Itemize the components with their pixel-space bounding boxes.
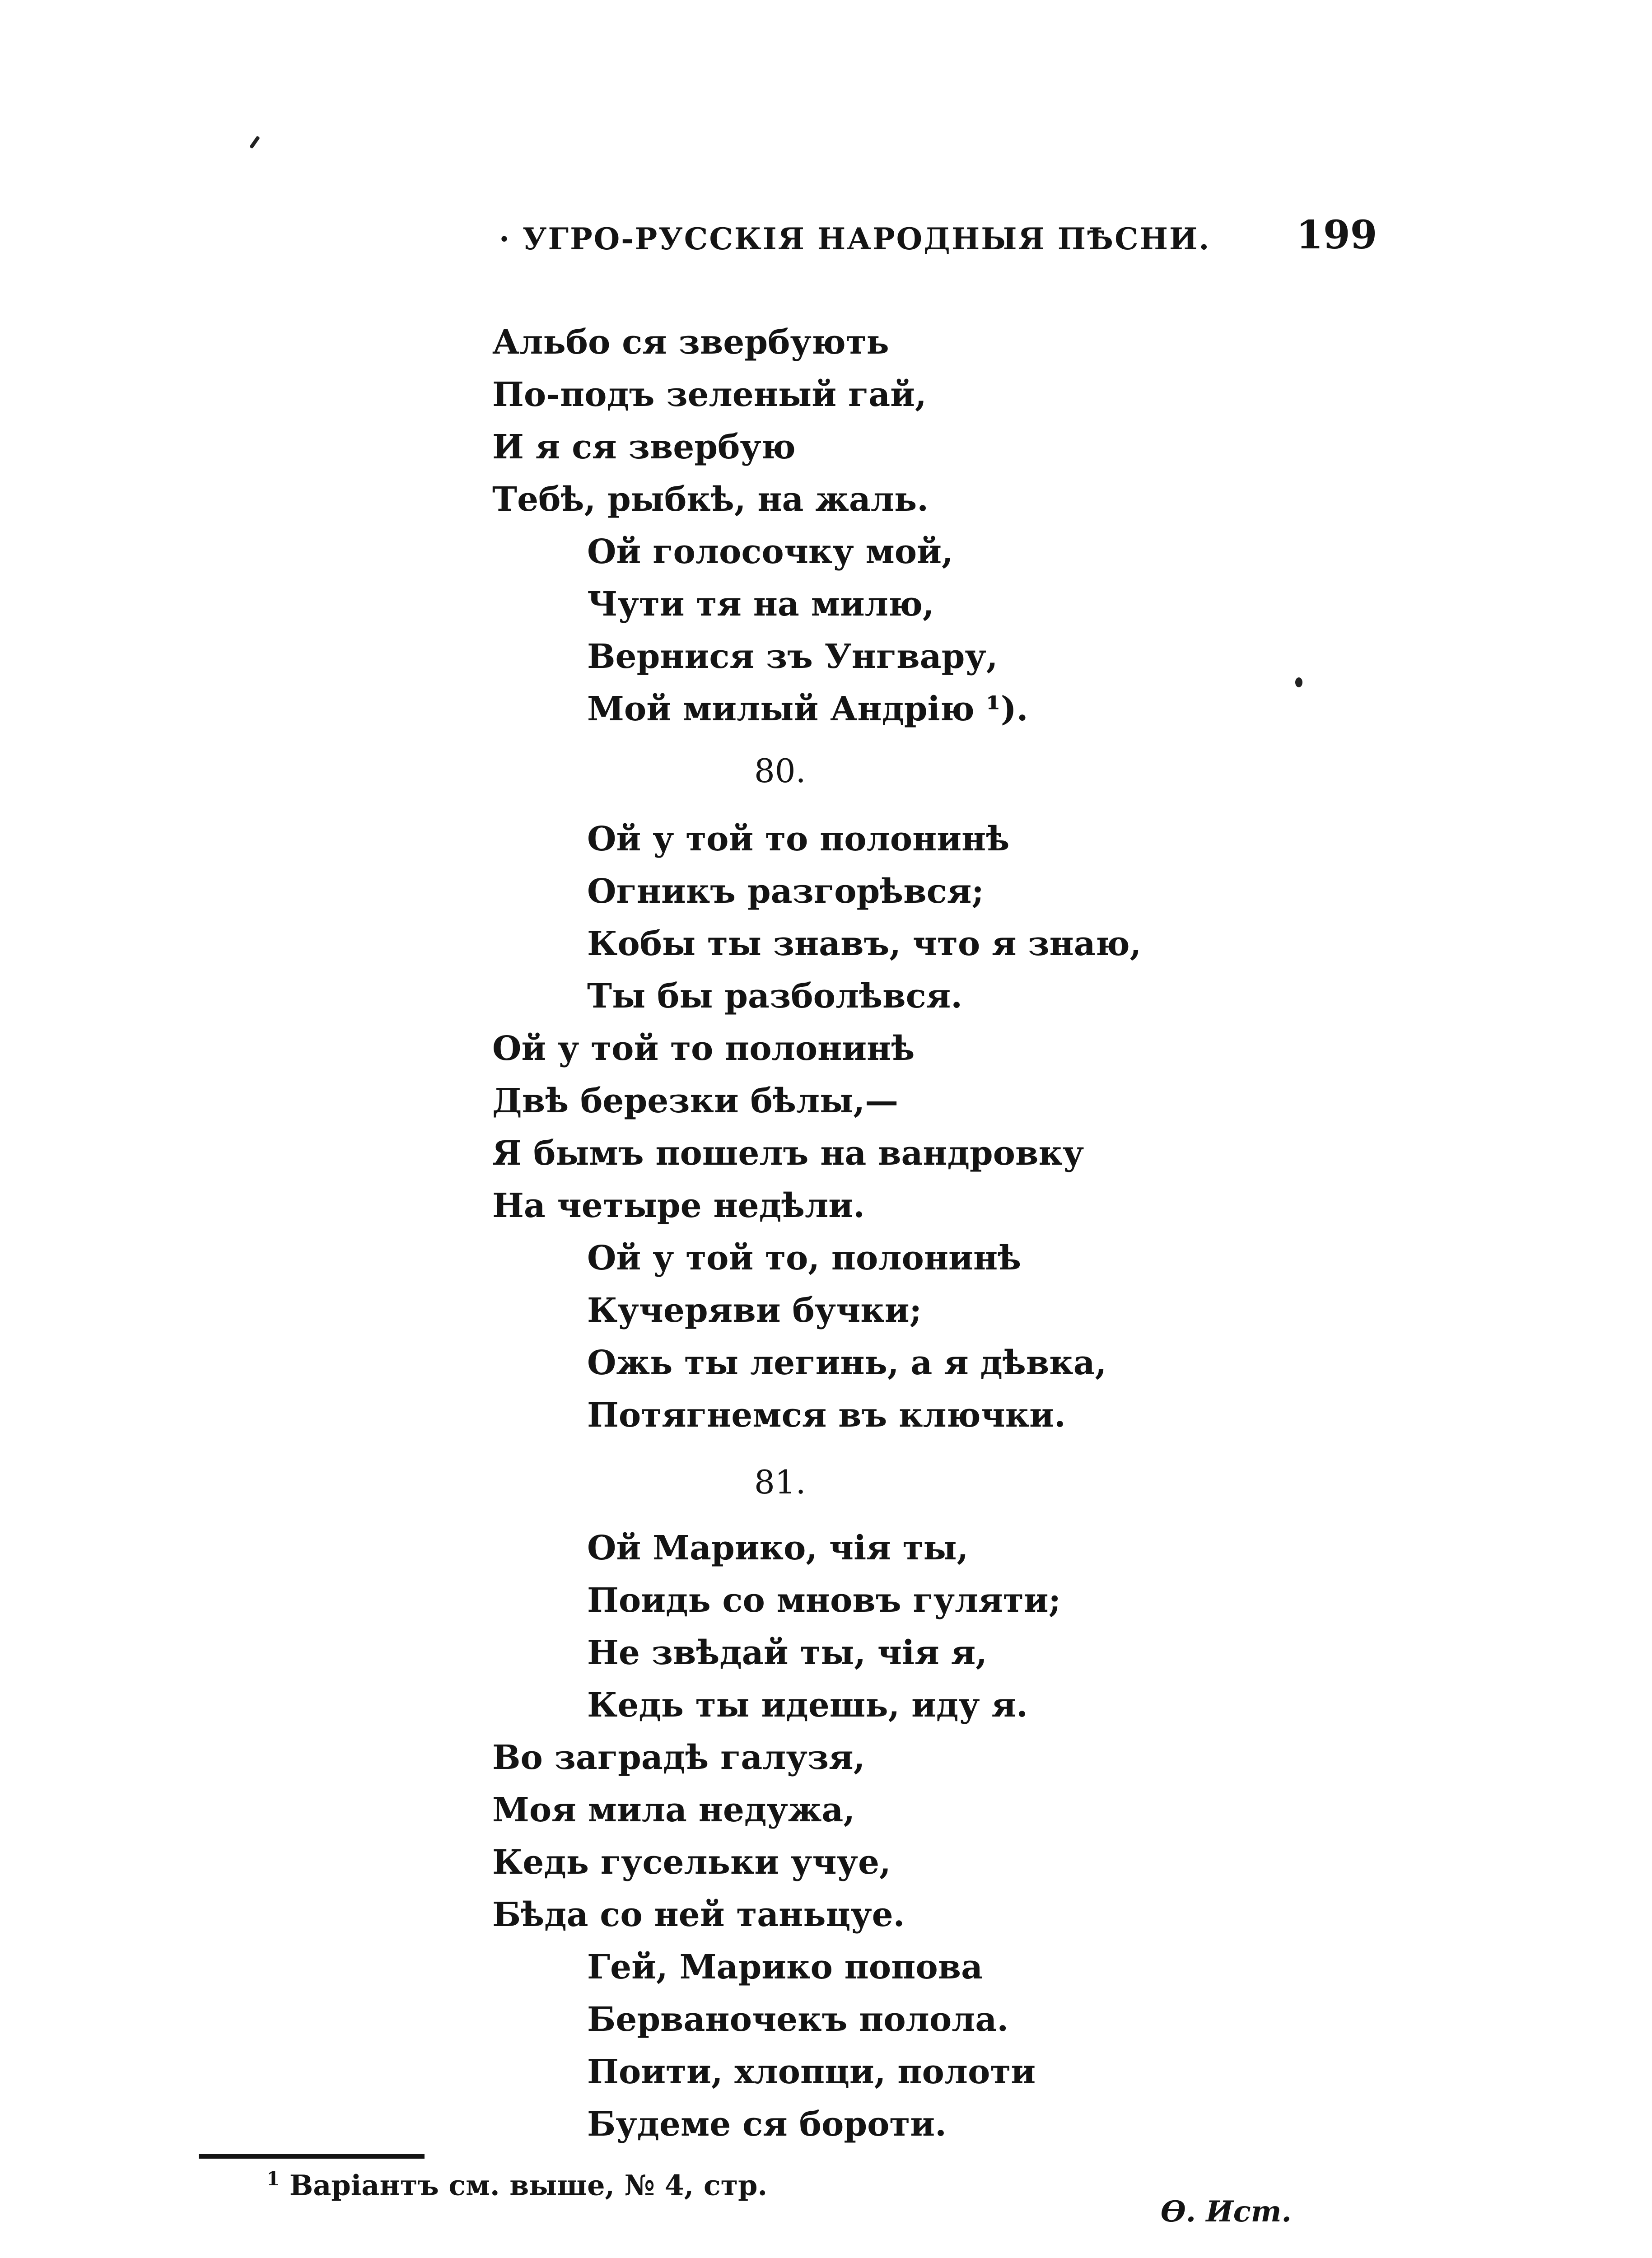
verse-line: Мой милый Андрію ¹). — [587, 690, 1028, 728]
verse-line: Потягнемся въ ключки. — [587, 1396, 1066, 1435]
footnote-marker: 1 — [266, 2168, 280, 2190]
verse-line: На четыре недѣли. — [492, 1186, 865, 1225]
verse-line: Гей, Марико попова — [587, 1948, 983, 1987]
verse-line: По-подъ зеленый гай, — [492, 375, 927, 414]
verse-line: Кучеряви бучки; — [587, 1291, 922, 1330]
song-81 — [492, 1522, 1061, 2151]
verse-line: Во заградѣ галузя, — [492, 1738, 865, 1777]
song-number-81: 81. — [754, 1463, 806, 1501]
song-80 — [492, 813, 1141, 1442]
verse-line: Кобы ты знавъ, что я знаю, — [587, 924, 1142, 963]
verse-line: Бѣда со ней таньцуе. — [492, 1895, 905, 1934]
verse-line: И я ся звербую — [492, 428, 796, 467]
verse-line: Ой у той то полонинѣ — [587, 820, 1010, 858]
song-number-80: 80. — [754, 752, 806, 790]
footnote-rule — [199, 2154, 425, 2159]
signature: Ө. Ист. — [1161, 2195, 1292, 2229]
verse-line: Не звѣдай ты, чія я, — [587, 1633, 988, 1672]
verse-line: Кедь гусельки учуе, — [492, 1843, 891, 1882]
verse-line: Ой у той то, полонинѣ — [587, 1239, 1022, 1278]
verse-line: Моя мила недужа, — [492, 1791, 855, 1829]
verse-line: Будеме ся бороти. — [587, 2105, 947, 2144]
verse-line: Я бымъ пошелъ на вандровку — [492, 1134, 1084, 1173]
ink-speck — [249, 135, 260, 149]
verse-line: Вернися зъ Унгвару, — [587, 637, 998, 676]
page-number: 199 — [1296, 212, 1377, 258]
verse-line: Ожь ты легинь, а я дѣвка, — [587, 1344, 1107, 1382]
verse-line: Ой у той то полонинѣ — [492, 1029, 915, 1068]
verse-line: Ты бы разболѣвся. — [587, 977, 963, 1016]
verse-line: Берваночекъ полола. — [587, 2000, 1009, 2039]
verse-line: Ой голосочку мой, — [587, 532, 953, 571]
ink-speck — [1295, 677, 1302, 687]
footnote-text: Варіантъ см. выше, № 4, стр. — [289, 2169, 768, 2202]
footnote — [266, 2168, 767, 2202]
stanza-top — [492, 316, 1028, 735]
verse-line: Огникъ разгорѣвся; — [587, 872, 984, 911]
verse-line: Двѣ березки бѣлы,— — [492, 1082, 899, 1120]
verse-line: Тебѣ, рыбкѣ, на жаль. — [492, 480, 929, 519]
verse-line: Ой Марико, чія ты, — [587, 1529, 969, 1568]
verse-line: Кедь ты идешь, иду я. — [587, 1686, 1028, 1725]
running-title: · УГРО-РУССКІЯ НАРОДНЫЯ ПѢСНИ. — [499, 221, 1211, 257]
verse-line: Чути тя на милю, — [587, 585, 934, 624]
verse-line: Альбо ся звербують — [492, 323, 889, 362]
verse-line: Поити, хлопци, полоти — [587, 2053, 1036, 2091]
verse-line: Поидь со мновъ гуляти; — [587, 1581, 1061, 1620]
